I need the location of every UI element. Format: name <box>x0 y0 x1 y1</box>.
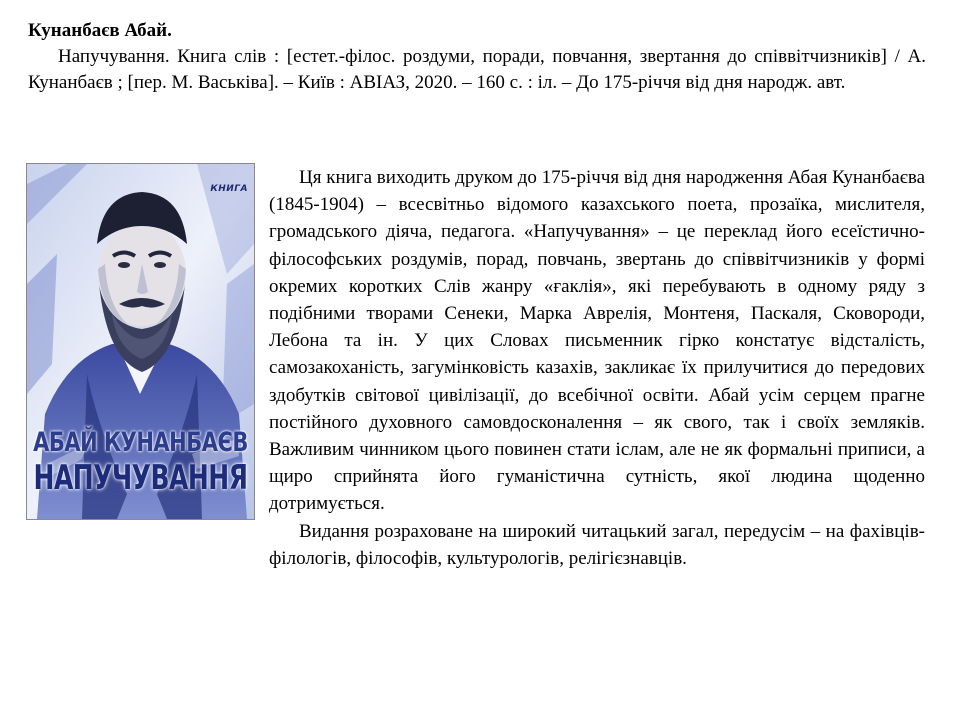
entry-author-title: Кунанбаєв Абай. <box>28 20 172 41</box>
entry-description: Напучування. Книга слів : [естет.-філос. роздуми, поради, повчання, звертання до співвітчизників] / А. Кунанбаєв ; [пер. М. Васьківа]. – Київ : АВІАЗ, 2020. – 160 с. : іл. – До 175-річчя від дня народж. авт. <box>28 46 926 93</box>
annotation-paragraph: Видання розраховане на широкий читацький загал, передусім – на фахівців-філологів, філософів, культурологів, релігієзнавців. <box>269 520 925 569</box>
cover-series-label: КНИГА <box>210 184 248 194</box>
bibliographic-entry <box>28 18 926 96</box>
cover-book-title: НАПУЧУВАННЯ <box>33 457 248 498</box>
book-annotation <box>269 164 925 572</box>
annotation-paragraph: Ця книга виходить друком до 175-річчя від дня народження Абая Кунанбаєва (1845-1904) – всесвітньо відомого казахського поета, прозаїка, мислителя, громадського діяча, педагога. «Напучування» – це переклад його есеїстично-філософських роздумів, порад, повчань, звертань до співвітчизників у формі окремих коротких Слів жанру «ғаклія», які перебувають в одному ряду з подібними творами Сенеки, Марка Аврелія, Монтеня, Паскаля, Сковороди, Лебона та ін. У цих Словах письменник гірко констатує відсталість, самозакоханість, загумінковість казахів, закликає їх прилучитися до передових здобутків світової цивілізації, до всебічної освіти. Абай усім серцем прагне постійного духовного самовдосконалення – як свого, так і своїх земляків. Важливим чинником цього повинен стати іслам, але не як формальні приписи, а щиро сприйнята його гуманістична сутність, якої людина щоденно дотримується. <box>269 167 926 515</box>
cover-author-name: АБАЙ КУНАНБАЄВ <box>33 427 248 457</box>
book-cover-image <box>26 163 255 520</box>
